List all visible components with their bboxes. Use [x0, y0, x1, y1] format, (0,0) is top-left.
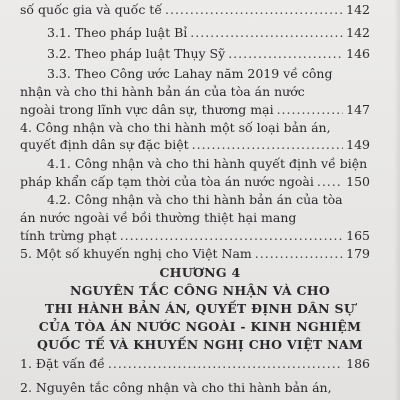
- toc-entry-3-3-line1: 3.3. Theo Công ước Lahay năm 2019 về công: [47, 66, 333, 81]
- toc-entry-top-fragment: [20, 2, 370, 18]
- leader-dots: [120, 228, 343, 244]
- leader-dots: [317, 174, 343, 190]
- page-number: 146: [346, 46, 370, 61]
- page-number: 165: [346, 228, 370, 243]
- chapter-title-line4: QUỐC TẾ VÀ KHUYẾN NGHỊ CHO VIỆT NAM: [36, 337, 364, 352]
- chapter-heading: CHƯƠNG 4: [159, 265, 241, 280]
- toc-entry-4: [20, 137, 370, 153]
- chapter-title-line1: NGUYÊN TẮC CÔNG NHẬN VÀ CHO: [69, 283, 331, 298]
- page-number: 186: [346, 356, 370, 371]
- page-number: 150: [346, 174, 370, 189]
- toc-entry-5: [20, 246, 370, 262]
- toc-entry-3-1: [47, 25, 370, 41]
- toc-entry-ch4-2-line1: 2. Nguyên tắc công nhận và cho thi hành bản án,: [20, 380, 332, 395]
- toc-entry-text: tính trừng phạt: [20, 228, 117, 243]
- leader-dots: [277, 102, 344, 118]
- toc-entry-text: pháp khẩn cấp tạm thời của tòa án nước ngoài: [20, 174, 314, 189]
- toc-entry-3-3: [20, 102, 370, 118]
- leader-dots: [228, 46, 343, 62]
- toc-entry-4-2-line1: 4.2. Công nhận và cho thi hành bản án của tòa: [47, 192, 343, 207]
- toc-entry-4-1-line1: 4.1. Công nhận và cho thi hành quyết định về biện: [47, 156, 368, 171]
- toc-entry-text: 3.1. Theo pháp luật Bỉ: [47, 25, 188, 40]
- page-number: 142: [346, 25, 370, 40]
- toc-entry-3-2: [47, 46, 370, 62]
- toc-entry-text: ngoài trong lĩnh vực dân sự, thương mại: [20, 102, 274, 117]
- toc-entry-ch4-1: [20, 356, 370, 372]
- chapter-title-line2: THI HÀNH BẢN ÁN, QUYẾT ĐỊNH DÂN SỰ: [44, 301, 356, 316]
- leader-dots: [165, 2, 343, 18]
- toc-entry-4-line1: 4. Công nhận và cho thi hành một số loại bản án,: [20, 120, 331, 135]
- toc-entry-4-2: [20, 228, 370, 244]
- page-number: 149: [346, 137, 370, 152]
- toc-entry-text: 5. Một số khuyến nghị cho Việt Nam: [20, 246, 252, 261]
- leader-dots: [190, 25, 343, 41]
- page-number: 142: [346, 2, 370, 17]
- toc-entry-text: 3.2. Theo pháp luật Thụy Sỹ: [47, 46, 226, 61]
- page-number: 179: [346, 246, 370, 261]
- toc-entry-3-3-line2: nhận và cho thi hành bản án của tòa án nước: [20, 84, 305, 99]
- toc-entry-text: quyết định dân sự đặc biệt: [20, 137, 189, 152]
- leader-dots: [255, 246, 343, 262]
- page-number: 147: [346, 102, 370, 117]
- toc-entry-4-2-line2: án nước ngoài về bồi thường thiệt hại mang: [20, 210, 297, 225]
- toc-entry-text: số quốc gia và quốc tế: [20, 2, 163, 17]
- toc-entry-4-1: [20, 174, 370, 190]
- page-gutter-shadow: [394, 0, 400, 400]
- chapter-title-line3: CỦA TÒA ÁN NƯỚC NGOÀI - KINH NGHIỆM: [38, 319, 362, 334]
- leader-dots: [108, 356, 343, 372]
- toc-entry-text: 1. Đặt vấn đề: [20, 356, 105, 371]
- leader-dots: [192, 137, 344, 153]
